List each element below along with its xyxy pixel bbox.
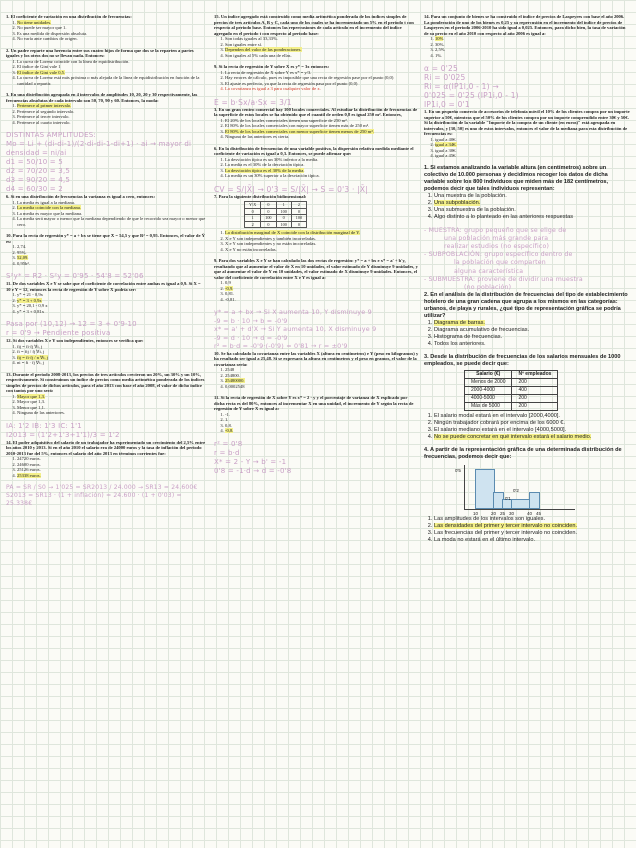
- handwritten-slopes-note: y* = a + bx → Si X aumenta 10, Y disminuye 9 -9 = b · 10 → b = -0'9 x* = a' + d'X → Si Y aumenta 10, X disminuye 9 -9 = d · 10 → d = -0'9 r² = b·d = -0'9·(-0'9) = 0'81 → r = ±0'9: [214, 308, 377, 350]
- handwritten-salary-note: PA = SR / S0 → 1'025 = SR2013 / 24.000 → SR13 = 24.600€ S2013 = SR13 · (1 + inflación) = 24.600 · (1 + 0'03) = 25.338€: [6, 484, 198, 507]
- question-3b: 3. En un gran centro comercial hay 100 locales comerciales. Al estudiar la distribución de frecuencias de la superficie de estos locales se ha obtenido que el cuantil de orden 0,8 es igual 250 m². Entonces, 1. El 20% de los locales comerciales tienen una superficie de 250 m². 2. El 80% de los locales comerciales con mayor superficie tienen más de 250 m². 3. El 80% de los locales comerciales con menor superficie tienen menos de 250 m². 4. Ninguna de las anteriores es cierta.: [214, 107, 419, 140]
- left-column: [6, 14, 206, 508]
- question-15: 15. Un índice agregado está construido como media aritmética ponderada de los índices simples de precios de tres artículos A, B y C, cada uno de los cuales se ha incrementado un 5% en el periodo t con respecto al periodo base. Entonces las repercusiones de cada artículo en el incremento del índice agregado en el periodo t con respecto al periodo base: 1. Son todas iguales al 33,33%. 2. Son iguales entre sí. 3. Dependen del valor de las ponderaciones. 4. Son iguales al 5% cada una de ellas.: [214, 14, 419, 58]
- histogram-bar-5: [529, 492, 540, 509]
- histogram-bar-4: [511, 499, 531, 509]
- question-10: 10. Para la recta de regresión y* = a + bx se tiene que X̄ = 54,5 y que R² = 0,95. Entonces, el valor de Ȳ es: 1. 2,74. 2. 95%. 3. 52,09. 4. 0,95b².: [6, 233, 206, 266]
- bivariate-table: Y\X 0 1 2 0 0 100 0 1 100 0 100 2 0 100 0: [244, 201, 307, 228]
- question-11: 11. De dos variables X e Y se sabe que el coeficiente de correlación entre ambas es igual a 0,9. Si X = 10 e Y = 12, entonces la recta de regresión de Y sobre X podría ser: 1. y* = 21 - 0,9x 2. y* = 3 + 0,9x 3. y* = 20,1 - 0,9 x 4. y* = 3 + 0,81x: [6, 281, 206, 314]
- question-6b: 6. En la distribución de frecuencias de una variable positiva, la dispersión relativa medida mediante el coeficiente de variación es igual a 0,3. Entonces, se puede afirmar que: 1. La desviación típica es un 30% inferior a la media. 2. La media es el 30% de la desviación típica. 3. La desviación típica es el 30% de la media. 4. La media es un 30% superior a la desviación típica.: [214, 146, 419, 179]
- handwritten-elasticity-note: E = b·Sx/a·Sx = 3/1: [214, 97, 292, 107]
- question-1b: 1. En un pequeño comercio de accesorios de telefonía móvil el 10% de los clientes compra por un importe superior a 50€, mientras que el 50% de los clientes compra por un importe comprendido entre 30€ y 50€. Si la distribución de la variable "Importe de la compra de un cliente (en euros)" está agrupada en intervalos, y [30, 50] es uno de estos intervalos, entonces el valor de la mediana para esta distribución de frecuencias es: 1. igual a 40€. 2. igual a 34€. 3. igual a 30€. 4. igual a 45€.: [424, 109, 630, 159]
- handwritten-variance-note: S²y* = R2 · S²y = 0'95 · 54'8 = 52'06: [6, 272, 144, 280]
- question-s1: 1. Si estamos analizando la variable altura (en centímetros) sobre un colectivo de 10.000 personas y decidimos recoger los datos de dicha variable sobre los 800 individuos que miden más de 182 centímetros, podemos decir que tales individuos representan: 1. Una muestra de la población. 2. Una subpoblación. 3. Una submuestra de la población. 4. Algo distinto a lo planteado en las anteriores respuestas: [424, 165, 630, 221]
- question-6: 6. Si en una distribución de frecuencias la varianza es igual a cero, entonces: 1. La media es igual a la mediana. 2. La media coincide con la mediana. 3. La media es mayor que la mediana. 4. La media será mayor o menor que la mediana dependiendo de que le recorrido sea mayor o menor que cero.: [6, 194, 206, 227]
- question-9b: 9. Para dos variables X e Y se han calculado las dos rectas de regresión: y* = a + bx e x* = a' + b'y, resultando que al aumentar el valor de X en 10 unidades, el valor estimado de Y disminuye 9 unidades, y que al aumentar el valor de Y en 10 unidades, el valor estimado de X disminuye 9 unidades. Entonces, el valor del coeficiente de correlación entre X e Y es igual a: 1. 0,9 2. -0,9. 3. 0,81. 4. -0,81.: [214, 258, 419, 302]
- question-13: 13. Durante el periodo 2008-2013, los precios de tres artículos crecieron un 20%, un 30% y un 10%, respectivamente. Si construimos un índice de precios como media aritmética ponderada de los índices simples de precios de dichos artículos, para el año 2013 con base el año 2008, el valor de dicho índice con tantos por uno será: 1. Mayor que 1,3. 2. Mayor que 1,3. 3. Menor que 1,1. 4. Ninguna de las anteriores.: [6, 372, 206, 416]
- handwritten-definitions: - MUESTRA: grupo pequeño que se elige de una población más grande para realizar estudios (no específico) - SUBPOBLACIÓN: grupo específico dentro de la población que comparten alguna característica - SUBMUESTRA: proviene de dividir una muestra (no población): [424, 226, 583, 291]
- salary-table: Salario (€) Nº empleados Menos de 2000 200 2000-4000 400 4000-5000 200 Más de 5000 200: [464, 370, 558, 411]
- histogram: 0'5 0'2 0'1 10 20 25 30 40 45: [464, 465, 575, 510]
- question-7: 7. Para la siguiente distribución bidimensional: Y\X 0 1 2 0 0 100 0 1 100 0 100 2 0 100 0 1. La distribución marginal de X coincide con la distribución marginal de Y. 2. X e Y son independientes y también incorreladas. 3. X e Y son independientes y no están incorreladas. 4. X e Y no están incorreladas.: [214, 194, 419, 253]
- question-9: 9. Si la recta de regresión de Y sobre X es y* = 3x entonces: 1. La recta de regresión de X sobre Y es x* = y/3. 2. Hay errores de cálculo, pues es imposible que una recta de regresión pase por el punto (0,0) 3. El ajuste es perfecto, ya que la recta de regresión pasa por el punto (0,0) 4. La covarianza es igual a 3 para cualquier valor de x.: [214, 64, 419, 92]
- middle-column: [214, 14, 419, 476]
- handwritten-index-note: IA: 1'2 IB: 1'3 IC: 1'1 I2013 = (1'2+1'3+1'1)/3 = 1'2: [6, 421, 120, 439]
- handwritten-cv-note: CV = S/|X̄| → 0'3 = S/|X̄| → S = 0'3 · |X̄|: [214, 184, 368, 194]
- histogram-bar-1: [475, 469, 495, 509]
- question-10b: 10. Se ha calculado la covarianza entre las variables X (altura en centímetros) e Y (peso en kilogramos) y ha resultado ser igual a 25,48. Si se expresara la altura en centímetros y el peso en gramos, el valor de la covarianza sería: 1. 2548 2. 254800. 3. 25480000. 4. 0,0002548: [214, 351, 419, 390]
- question-3: 3. En una distribución agrupada en 4 intervalos de amplitudes 10, 20, 20 y 30 respectivamente, las frecuencias absolutas de cada intervalo son 50, 70, 90 y 60. Entonces, la moda: 1. Pertenece al primer intervalo. 2. Pertenece al segundo intervalo. 3. Pertenece al tercer intervalo. 4. Pertenece al cuarto intervalo.: [6, 92, 206, 125]
- question-12: 12. Si dos variables X e Y son independientes, entonces se verifica que: 1. fij = fi·fj ∀i, j 2. fi = fij / fj ∀i, j 3. fij = fi·fj / n ∀i, j 4. ni = fi · fj ∀i, j: [6, 338, 206, 366]
- question-2: 2. Un padre reparte una herencia entre sus cuatro hijos de forma que dos se la reparten a partes iguales y los otros dos no se llevan nada. Entonces: 1. La curva de Lorenz coincide con la línea de equidistribución. 2. El índice de Gini vale 1 3. El índice de Gini vale 0,5. 4. La curva de Lorenz está más próxima o más alejada de la línea de equidistribución en función de la cantidad a repartir.: [6, 48, 206, 87]
- right-column: [424, 14, 630, 550]
- question-11b: 11. Si la recta de regresión de X sobre Y es x* = 2 - y y el porcentaje de varianza de X explicado por dicha recta es del 80%, entonces al incrementar X en una unidad, el incremento de Y según la recta de regresión de Y sobre X es igual a: 1. -1. 2. 1. 3. 0,8. 4. -0,8.: [214, 395, 419, 434]
- question-s4: 4. A partir de la representación gráfica de una determinada distribución de frecuencias, podemos decir que: 0'5 0'2 0'1 10 20 25 30 40 45 1. Las amplitudes de los intervalos son iguales. 2. Las densidades del primer y tercer intervalo no coinciden. 3. Las frecuencias del primer y tercer intervalo no coinciden. 4. La moda no estará en el último intervalo.: [424, 447, 630, 544]
- handwritten-laspeyres-note: α = 0'25 Ri = 0'025 Ri = α(IP1i,0 - 1) → 0'025 = 0'25 (IP1i,0 - 1) IP1i,0 = 0'1: [424, 64, 519, 109]
- handwritten-r2-note: r² = 0'8 r = b·d X* = 2 - Y → b' = -1 0'8 = -1·d → d = -0'8: [214, 439, 292, 475]
- question-s2: 2. En el análisis de la distribución de frecuencias del tipo de establecimiento hotelero de una gran cadena que agrupa a los mismos en las categorías: urbanos, de playa y rurales, ¿qué tipo de representación gráfica se podría utilizar? 1. Diagrama de barras. 2. Diagrama acumulativo de frecuencias. 3. Histograma de frecuencias. 4. Todos los anteriores.: [424, 292, 630, 348]
- handwritten-regression-note: Pasa por (10,12) → 12 = 3 + 0'9·10 r = 0'9 → Pendiente positiva: [6, 320, 137, 337]
- question-14: 14. El poder adquisitivo del salario de un trabajador ha experimentado un crecimiento del 2,5% entre los años 2010 y 2013. Si en el año 2010 el salario era de 24000 euros y la tasa de inflación del periodo 2010-2013 fue del 5%, entonces el salario del año 2013 en términos corrientes fue: 1. 24720 euros. 2. 24600 euros. 3. 25126 euros. 4. 25338 euros.: [6, 440, 206, 479]
- question-14-laspeyres: 14. Para un conjunto de bienes se ha construido el índice de precios de Laspeyres con base el año 2006. La ponderación de uno de los bienes es 0,25 y su repercusión en el incremento del índice de precios de Laspeyres en el periodo 2006-2010 ha sido igual a 0,025. Entonces, para dicho bien, la tasa de variación de su precio en el año 2010 con respecto al año 2006 es igual a: 1. 10% 2. 30%. 3. 2,5% 4. 1%.: [424, 14, 630, 58]
- question-s3: 3. Desde la distribución de frecuencias de los salarios mensuales de 1000 empleados, se puede decir que: Salario (€) Nº empleados Menos de 2000 200 2000-4000 400 4000-5000 200 Más de 5000 200 1. El salario modal estará en el intervalo [2000,4000]. 2. Ningún trabajador cobrará por encima de los 6000 €. 3. El salario mediano estará en el intervalo [4000,5000]. 4. No se puede concretar en qué intervalo estará el salario medio.: [424, 354, 630, 441]
- handwritten-mode-notes: DISTINTAS AMPLITUDES: Mo = Li + (di-di-1)/(2·di-di-1-di+1) · ai → mayor di densidad = ni/ai d1 = 50/10 = 5 d2 = 70/20 = 3,5 d3 = 90/20 = 4,5 d4 = 60/30 = 2: [6, 131, 192, 193]
- question-1: 1. El coeficiente de variación en una distribución de frecuencias: 1. No tiene unidades. 2. No puede ser mayor que 1. 3. Es una medida de dispersión absoluta. 4. No varía ante cambios de origen.: [6, 14, 206, 42]
